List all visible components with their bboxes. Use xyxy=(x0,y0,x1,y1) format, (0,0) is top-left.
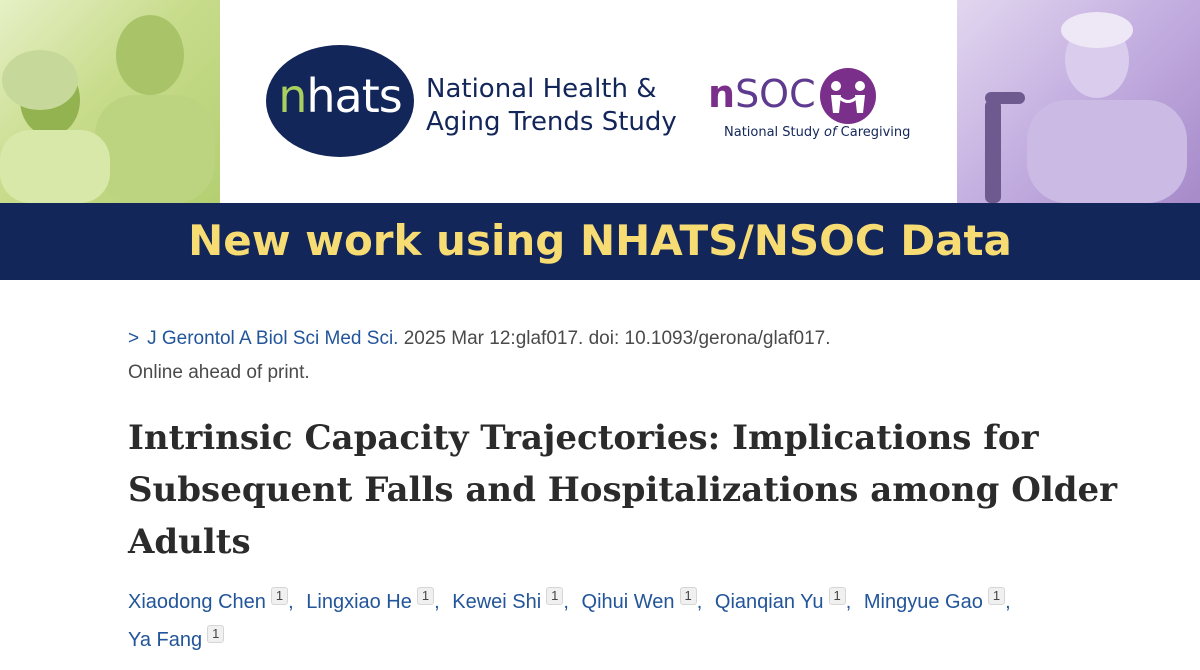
older-woman-photo xyxy=(957,0,1200,203)
author-link[interactable]: Mingyue Gao xyxy=(863,591,983,613)
affiliation-badge[interactable]: 1 xyxy=(829,587,846,605)
author-separator: , xyxy=(288,591,294,613)
author-item xyxy=(128,588,301,613)
author-separator: , xyxy=(434,591,440,613)
affiliation-badge[interactable]: 1 xyxy=(271,587,288,605)
affiliation-badge[interactable]: 1 xyxy=(207,625,224,643)
author-item xyxy=(128,626,224,651)
nhats-name-line-1: National Health & xyxy=(426,74,657,104)
author-separator: , xyxy=(563,591,569,613)
author-link[interactable]: Lingxiao He xyxy=(306,591,412,613)
nhats-name-line-2: Aging Trends Study xyxy=(426,107,677,137)
nsoc-subtitle-italic: of xyxy=(823,125,837,140)
nhats-logo-accent-letter: n xyxy=(278,69,307,123)
header-banner xyxy=(0,0,1200,203)
nhats-study-name xyxy=(426,73,677,139)
author-item xyxy=(581,588,710,613)
author-item xyxy=(863,588,1018,613)
publication-status: Online ahead of print. xyxy=(128,362,310,383)
older-couple-photo xyxy=(0,0,220,203)
author-link[interactable]: Qianqian Yu xyxy=(714,591,824,613)
nhats-logo-wordmark xyxy=(266,66,414,126)
author-item xyxy=(306,588,446,613)
affiliation-badge[interactable]: 1 xyxy=(988,587,1005,605)
journal-link[interactable]: J Gerontol A Biol Sci Med Sci. xyxy=(147,328,399,349)
headline-text: New work using NHATS/NSOC Data xyxy=(188,216,1012,265)
affiliation-badge[interactable]: 1 xyxy=(417,587,434,605)
author-link[interactable]: Qihui Wen xyxy=(581,591,675,613)
nsoc-subtitle xyxy=(724,125,910,140)
citation-details: 2025 Mar 12:glaf017. doi: 10.1093/gerona/glaf017. xyxy=(403,328,831,349)
nsoc-logo-accent-letter: n xyxy=(708,72,736,116)
headline-bar xyxy=(0,203,1200,280)
nsoc-logo-wordmark xyxy=(708,72,816,116)
caregiving-people-icon xyxy=(819,67,877,125)
author-link[interactable]: Ya Fang xyxy=(128,629,203,651)
affiliation-badge[interactable]: 1 xyxy=(546,587,563,605)
author-item xyxy=(452,588,576,613)
author-link[interactable]: Kewei Shi xyxy=(452,591,542,613)
nhats-logo-letters: hats xyxy=(306,69,402,123)
author-link[interactable]: Xiaodong Chen xyxy=(128,591,266,613)
author-list xyxy=(128,583,1128,659)
citation-block xyxy=(128,322,1128,390)
nsoc-logo-letters: SOC xyxy=(735,72,816,116)
affiliation-badge[interactable]: 1 xyxy=(680,587,697,605)
nsoc-subtitle-prefix: National Study xyxy=(724,125,824,140)
author-item xyxy=(714,588,858,613)
chevron-right-icon[interactable]: > xyxy=(128,328,140,349)
author-separator: , xyxy=(845,591,852,613)
author-separator: , xyxy=(1005,591,1011,613)
author-separator: , xyxy=(696,591,703,613)
nsoc-subtitle-suffix: Caregiving xyxy=(836,125,911,140)
article-title: Intrinsic Capacity Trajectories: Implications for Subsequent Falls and Hospitalizations among Older Adults xyxy=(128,418,1118,562)
citation-line xyxy=(128,322,1128,356)
